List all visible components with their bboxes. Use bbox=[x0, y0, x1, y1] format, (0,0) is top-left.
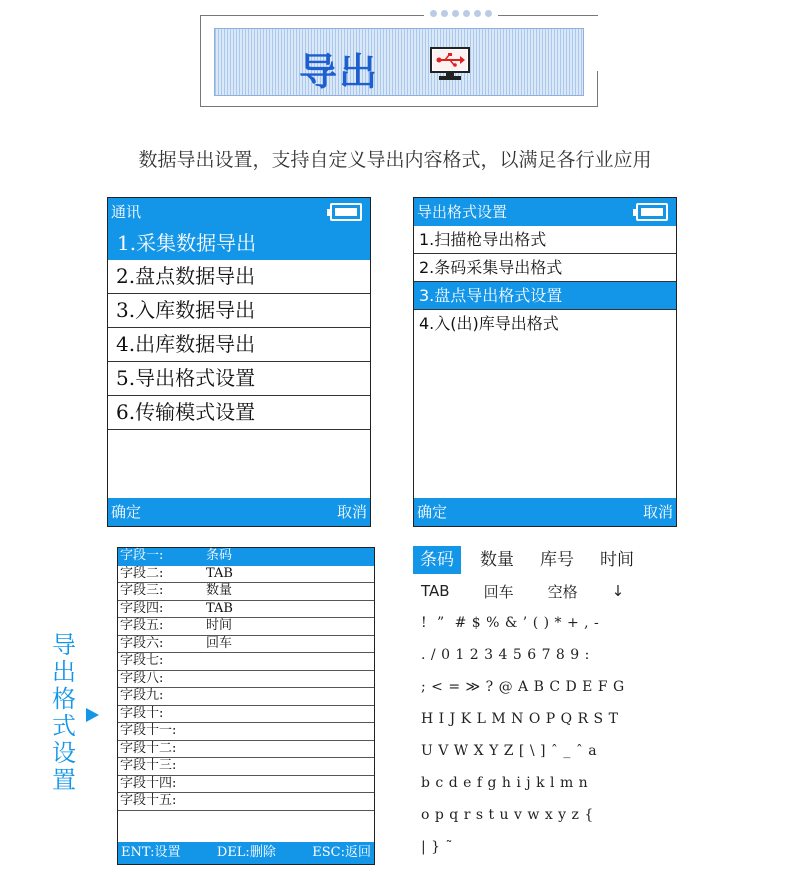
footer-softkey[interactable]: ENT:设置 bbox=[121, 845, 181, 860]
field-label: 字段十四: bbox=[120, 775, 177, 791]
special-key[interactable]: TAB bbox=[421, 582, 450, 600]
field-value: 时间 bbox=[206, 618, 233, 633]
export-format-header bbox=[414, 198, 676, 226]
banner-dot bbox=[463, 10, 470, 17]
field-label: 字段六: bbox=[120, 635, 164, 651]
field-row[interactable] bbox=[118, 566, 374, 584]
field-row[interactable] bbox=[118, 758, 374, 776]
char-row[interactable]: ! ” # $ % & ’ ( ) * + , - bbox=[421, 615, 600, 631]
field-row[interactable] bbox=[118, 741, 374, 759]
side-label-char: 置 bbox=[52, 766, 76, 794]
banner-dot bbox=[485, 10, 492, 17]
field-value: 回车 bbox=[206, 635, 233, 651]
char-grid bbox=[413, 607, 693, 863]
battery-icon bbox=[330, 203, 362, 221]
footer-softkey[interactable]: DEL:删除 bbox=[216, 845, 276, 860]
special-key[interactable]: ↓ bbox=[611, 582, 625, 600]
field-label: 字段十: bbox=[120, 705, 164, 721]
side-label-char: 式 bbox=[52, 712, 76, 740]
arrow-right-icon bbox=[86, 708, 99, 722]
comm-screen bbox=[107, 197, 371, 527]
ok-softkey[interactable]: 确定 bbox=[111, 503, 142, 521]
menu-item[interactable]: 1.扫描枪导出格式 bbox=[414, 226, 676, 254]
menu-item[interactable]: 2.盘点数据导出 bbox=[108, 260, 370, 294]
field-footer bbox=[118, 842, 374, 864]
export-format-menu bbox=[414, 226, 676, 338]
field-label: 字段三: bbox=[120, 583, 164, 598]
field-label: 字段七: bbox=[120, 653, 164, 668]
footer-softkey[interactable]: ESC:返回 bbox=[312, 845, 371, 860]
field-row[interactable] bbox=[118, 706, 374, 724]
banner-title: 导出 bbox=[299, 50, 380, 94]
char-tab[interactable]: 数量 bbox=[480, 550, 514, 570]
usb-monitor-icon bbox=[429, 46, 471, 82]
field-label: 字段五: bbox=[120, 618, 164, 633]
menu-item[interactable]: 1.采集数据导出 bbox=[108, 226, 370, 260]
char-row[interactable]: H I J K L M N O P Q R S T bbox=[421, 711, 619, 727]
banner-dots bbox=[424, 10, 498, 17]
subtitle: 数据导出设置，支持自定义导出内容格式，以满足各行业应用 bbox=[138, 149, 652, 171]
char-row[interactable]: | } ˜ bbox=[421, 839, 454, 855]
banner-dot bbox=[452, 10, 459, 17]
side-label-char: 格 bbox=[52, 685, 76, 713]
menu-item[interactable]: 4.出库数据导出 bbox=[108, 328, 370, 362]
field-value: 条码 bbox=[206, 548, 233, 563]
field-label: 字段九: bbox=[120, 688, 164, 703]
menu-item[interactable]: 5.导出格式设置 bbox=[108, 362, 370, 396]
menu-item[interactable]: 3.盘点导出格式设置 bbox=[414, 282, 676, 310]
comm-screen-footer bbox=[108, 498, 370, 526]
field-label: 字段四: bbox=[120, 600, 164, 616]
field-row[interactable] bbox=[118, 793, 374, 811]
side-label bbox=[51, 632, 77, 794]
char-row[interactable]: . / 0 1 2 3 4 5 6 7 8 9 : bbox=[421, 647, 590, 663]
field-row[interactable] bbox=[118, 548, 374, 566]
banner-dot bbox=[441, 10, 448, 17]
cancel-softkey[interactable]: 取消 bbox=[642, 503, 673, 521]
field-row[interactable] bbox=[118, 636, 374, 654]
field-label: 字段十五: bbox=[120, 793, 177, 808]
char-tabs bbox=[413, 545, 693, 575]
field-settings-screen bbox=[117, 547, 375, 865]
field-label: 字段八: bbox=[120, 670, 164, 686]
field-label: 字段二: bbox=[120, 565, 164, 581]
comm-screen-title: 通讯 bbox=[111, 203, 142, 221]
side-label-char: 出 bbox=[52, 658, 76, 686]
menu-item[interactable]: 4.入(出)库导出格式 bbox=[419, 314, 559, 333]
banner-dot bbox=[430, 10, 437, 17]
field-row[interactable] bbox=[118, 583, 374, 601]
export-format-footer bbox=[414, 498, 676, 526]
menu-item[interactable]: 2.条码采集导出格式 bbox=[414, 254, 676, 282]
char-row[interactable]: o p q r s t u v w x y z { bbox=[421, 807, 594, 823]
field-label: 字段十一: bbox=[120, 723, 177, 738]
field-row[interactable] bbox=[118, 723, 374, 741]
field-label: 字段十二: bbox=[120, 740, 177, 756]
side-label-char: 设 bbox=[52, 739, 76, 767]
char-panel bbox=[413, 545, 693, 863]
char-tab[interactable]: 库号 bbox=[540, 550, 574, 570]
field-value: TAB bbox=[206, 600, 233, 616]
char-row[interactable]: ; < = ≫ ? @ A B C D E F G bbox=[421, 679, 625, 695]
field-row[interactable] bbox=[118, 601, 374, 619]
field-row[interactable] bbox=[118, 688, 374, 706]
char-tab[interactable]: 条码 bbox=[413, 546, 461, 574]
char-tab[interactable]: 时间 bbox=[600, 550, 634, 570]
banner-dot bbox=[474, 10, 481, 17]
ok-softkey[interactable]: 确定 bbox=[417, 503, 448, 521]
char-row[interactable]: b c d e f g h i j k l m n bbox=[421, 775, 589, 791]
menu-item[interactable]: 6.传输模式设置 bbox=[108, 396, 370, 430]
special-keys bbox=[413, 575, 693, 607]
special-key[interactable]: 回车 bbox=[483, 582, 514, 601]
field-label: 字段十三: bbox=[120, 758, 177, 773]
field-row[interactable] bbox=[118, 671, 374, 689]
field-row[interactable] bbox=[118, 618, 374, 636]
char-row[interactable]: U V W X Y Z [ \ ] ˆ _ ˆ a bbox=[421, 743, 598, 759]
comm-screen-header bbox=[108, 198, 370, 226]
special-key[interactable]: 空格 bbox=[547, 582, 578, 601]
field-label: 字段一: bbox=[120, 548, 164, 563]
export-format-title: 导出格式设置 bbox=[417, 203, 508, 221]
field-row[interactable] bbox=[118, 776, 374, 794]
cancel-softkey[interactable]: 取消 bbox=[336, 503, 367, 521]
side-label-char: 导 bbox=[52, 631, 76, 659]
field-value: 数量 bbox=[206, 583, 233, 598]
comm-menu bbox=[108, 226, 370, 430]
banner bbox=[214, 28, 584, 96]
field-row[interactable] bbox=[118, 653, 374, 671]
field-value: TAB bbox=[206, 565, 233, 581]
battery-icon bbox=[636, 203, 668, 221]
export-format-screen bbox=[413, 197, 677, 527]
menu-item[interactable]: 3.入库数据导出 bbox=[108, 294, 370, 328]
field-list bbox=[118, 548, 374, 811]
